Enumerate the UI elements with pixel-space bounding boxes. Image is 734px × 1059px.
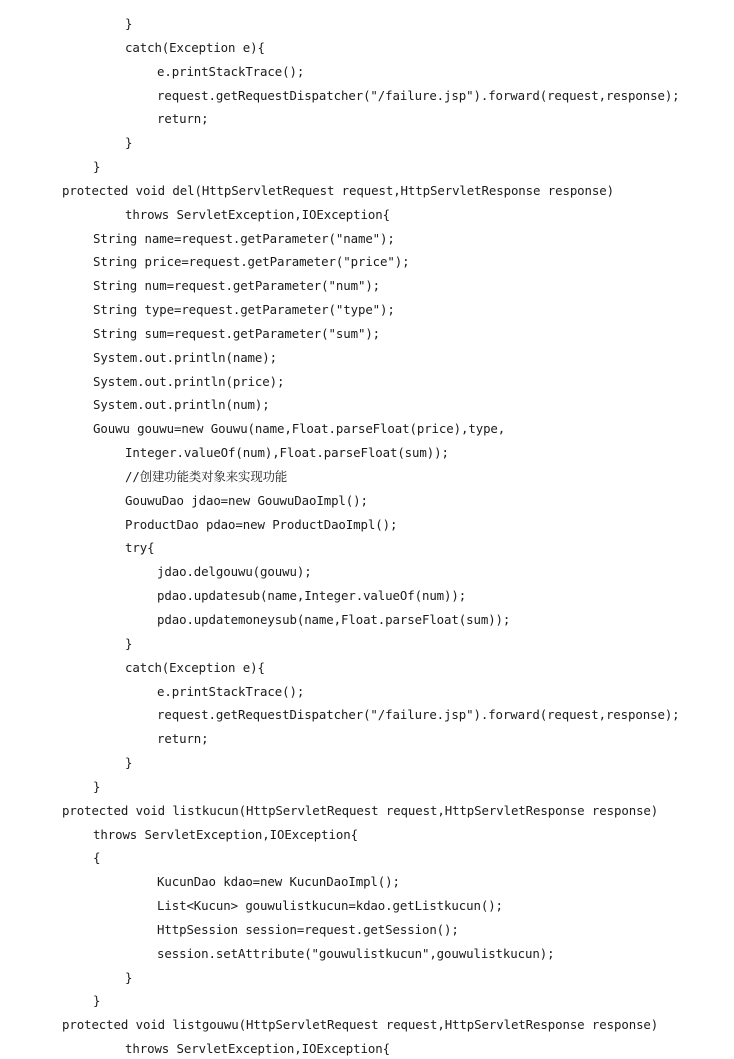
code-line: protected void listgouwu(HttpServletRequest request,HttpServletResponse response) [62,1017,659,1033]
code-line: ProductDao pdao=new ProductDaoImpl(); [125,516,398,532]
code-line: } [93,159,101,175]
code-line: System.out.println(num); [93,397,270,413]
code-line: pdao.updatesub(name,Integer.valueOf(num)); [157,588,467,604]
code-line: pdao.updatemoneysub(name,Float.parseFloat(sum)); [157,612,511,627]
code-line: } [93,778,101,794]
code-line: } [125,755,133,771]
code-line: HttpSession session=request.getSession(); [157,921,459,937]
code-line: protected void listkucun(HttpServletRequest request,HttpServletResponse response) [62,802,659,818]
code-line: KucunDao kdao=new KucunDaoImpl(); [157,874,400,890]
code-line: String name=request.getParameter("name"); [93,230,395,246]
code-line: String sum=request.getParameter("sum"); [93,325,381,341]
code-line: //创建功能类对象来实现功能 [125,468,288,484]
code-line: request.getRequestDispatcher("/failure.jsp").forward(request,response); [157,87,680,103]
code-line: List<Kucun> gouwulistkucun=kdao.getListkucun(); [157,898,503,914]
code-line: GouwuDao jdao=new GouwuDaoImpl(); [125,492,368,508]
code-line: } [125,969,133,985]
code-line: } [125,635,133,651]
code-line: throws ServletException,IOException{ [125,1041,390,1057]
code-line: catch(Exception e){ [125,39,265,55]
code-line: jdao.delgouwu(gouwu); [157,564,312,580]
code-line: catch(Exception e){ [125,659,265,675]
code-line: return; [157,731,209,747]
code-line: { [93,850,101,866]
code-line: String type=request.getParameter("type"); [93,302,395,318]
code-line: e.printStackTrace(); [157,63,305,79]
code-line: } [125,16,133,31]
code-line: } [93,993,101,1009]
code-line: throws ServletException,IOException{ [93,826,358,842]
code-line: String num=request.getParameter("num"); [93,278,381,294]
code-line: Integer.valueOf(num),Float.parseFloat(sum)); [125,445,449,461]
code-line: String price=request.getParameter("price"); [93,254,410,270]
code-line: try{ [125,540,155,556]
code-line: session.setAttribute("gouwulistkucun",gouwulistkucun); [157,945,555,961]
code-line: } [125,135,133,151]
code-line: request.getRequestDispatcher("/failure.jsp").forward(request,response); [157,707,680,723]
code-line: Gouwu gouwu=new Gouwu(name,Float.parseFloat(price),type, [93,421,506,437]
code-line: e.printStackTrace(); [157,683,305,699]
code-line: throws ServletException,IOException{ [125,206,390,222]
code-line: System.out.println(name); [93,349,277,365]
code-line: System.out.println(price); [93,373,285,389]
code-line: return; [157,111,209,127]
code-line: protected void del(HttpServletRequest request,HttpServletResponse response) [62,182,614,198]
